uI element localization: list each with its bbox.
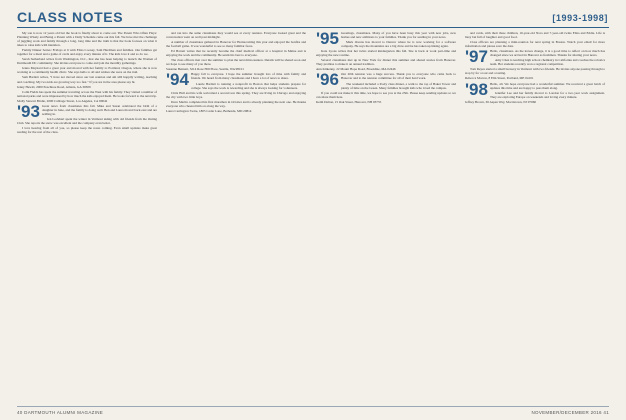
class-year-label: '95 <box>316 31 339 48</box>
class-note-paragraph: Hello, classmates. As the leaves change, it is a good time to reflect on how much has changed since we arrived in Hanover as freshmen. Thanks for sharing your news. <box>489 49 605 58</box>
correspondent-signature: Laura Carrington Swire, 1805 Cedar Lane, Bethesda, MD 20814 <box>166 108 252 113</box>
class-note-paragraph: and cards, with their three children, 16-year-old Nora and 7-year-old twins Eliza and Eddie. Life is busy but full of laughter and good food. <box>465 31 605 40</box>
class-note-paragraph: Laurie Bartlett is running a nonprofit in Boston that helps students prepare for college. She says the work is rewarding and she is always looking for volunteers. <box>190 81 306 90</box>
class-note-paragraph: Chris Hall and his wife welcomed a second son this spring. They are living in Chicago and enjoying the city with two little boys. <box>166 90 306 99</box>
class-note-paragraph: Our 20th reunion was a huge success. Thank you to everyone who came back to Hanover and to the reunion committee for all of their hard work. <box>340 72 456 81</box>
class-year-label: '97 <box>465 47 488 67</box>
correspondent-signature: Rebecca Morton, 8 Elm Street, Portland, ME 04101 <box>465 76 534 81</box>
class-note-paragraph: The weekend included a lively class dinner, a walk to the top of Baker Tower and plenty of time on the Green. Many families brought kids who loved the campus. <box>340 81 456 90</box>
class-year-label: '93 <box>17 101 40 121</box>
class-note-paragraph: Dave Martin completed his first marathon in October and is already planning the next one. He thanks everyone who cheered him on along the way. <box>166 99 306 108</box>
correspondent-signature: Jeffrey Brown, 36 Aspen Way, Morristown, NJ 07960 <box>465 99 537 104</box>
class-year-label: '94 <box>166 70 189 90</box>
correspondent-signature: Ann Kilkenny, 22 Mount Hope Road, Brookline, MA 02446 <box>316 67 396 72</box>
class-note-paragraph: Tom Reyes started a small brewery in Vermont with two friends. He invites anyone passing through to stop by for a tour and a tasting. <box>465 67 605 76</box>
class-note-paragraph: Hello, all. We hope everyone had a wonderful summer. We received a great batch of updates this time and are happy to pass them along. <box>489 81 605 90</box>
class-note-paragraph: Amy Chen is teaching high school chemistry in California and coaches the robotics team. Her students recently won a regional competition. <box>489 58 605 67</box>
class-year-label: '96 <box>316 70 339 90</box>
class-note-paragraph: Jennifer Lee and her family moved to London for a two-year work assignment. They are exploring Europe on weekends and loving every minute. <box>489 90 605 99</box>
class-note-paragraph: I love hearing from all of you, so please keep the notes coming. Even small updates make great reading for the rest of the class. <box>17 125 157 135</box>
class-note-paragraph: Family Dinner Series: Fridays at 6 with Eliza Cooney, Sam Herdman and families. Our families get together for a meal and a game of cards and enjoy every minute of it. The kids love it and so do we. <box>17 48 157 57</box>
text-column-4 <box>465 31 605 403</box>
class-note-paragraph: Several classmates met up in New York for dinner this summer and shared stories from Hanover. They promise to make it an annual tradition. <box>316 58 456 67</box>
correspondent-signature: Molly Stewart Birdie, 2000 Cabbage Street, Los Angeles, CA 90042 <box>17 98 108 103</box>
class-note-paragraph: Sarah Sutherland writes from Washington, D.C., that she has been helping to launch the Women of Dartmouth DC community. She invites everyone to come and join the monthly gatherings. <box>17 57 157 66</box>
class-note-paragraph: Class officers are planning a mini-reunion for next spring in Boston. Watch your email for more information and please save the date. <box>465 40 605 49</box>
class-note-paragraph: Greetings, classmates. Many of you have been busy this year with new jobs, new homes and new additions to your families. Thank you for sending in your news. <box>340 31 456 40</box>
class-note-paragraph: Sam Bartlett writes, "I have not moved since our last reunion and am still happily writing, teaching and coaching. My two kids are growing way too fast." If you are in the area please say hi. <box>17 75 157 84</box>
text-column-3 <box>316 31 456 403</box>
class-note-paragraph: Colin Fields has spent the summer traveling across the West with his family. They visited a number of national parks and were impressed by how much the kids enjoyed them. He looks forward to the next trip. <box>17 89 157 98</box>
correspondent-signature: Susanne Bennett, 3214 Rose Hill Place, Seattle, WA 98101 <box>166 67 244 72</box>
class-note-paragraph: A number of classmates gathered in Hanover for Homecoming this year and enjoyed the bonfire and the football game. It was wonderful to see so many familiar faces. <box>166 40 306 49</box>
class-note-paragraph: Kate Lyons writes that her twins started kindergarten this fall. She is back at work part-time and enjoying the new routine. <box>316 49 456 58</box>
class-year-label: '98 <box>465 79 488 99</box>
section-year-range: [1993-1998] <box>552 13 608 23</box>
class-note-paragraph: The class officers met over the summer to plan the next mini-reunion. Details will be shared soon and we hope to see many of you there. <box>166 58 306 67</box>
correspondent-signature: Jenny Hewitt, 2000 Peachtree Road, Atlanta, GA 30309 <box>17 84 91 89</box>
class-note-paragraph: Jenna Maynard had a great year and moved with her family to Portland, Oregon, where she is now working at a community health clinic. She says hello to all and wishes she were on the trail. <box>17 66 157 75</box>
class-note-paragraph: My son is now 12 years old but the book is finally about to come out. The Parent Who Often Plays: Planning Wisely and Being a Parent with a Daily Schedule came out this fall. We have met the challenge of juggling work and family through a long, long time and the truth is that the book focuses on what it takes to raise kids with intention. <box>17 31 157 48</box>
class-note-paragraph: and ran into the same classmates they would see at every reunion. Everyone looked great and the conversation went on well past midnight. <box>166 31 306 40</box>
header-rule <box>17 27 609 28</box>
correspondent-signature: Keith Dalton, 15 Oak Street, Hanover, NH 03755 <box>316 99 382 104</box>
text-column-1 <box>17 31 157 403</box>
footer-rule <box>17 406 609 407</box>
text-column-2 <box>166 31 306 403</box>
class-note-paragraph: If you could not make it this time, we hope to see you at the 25th. Please keep sending updates so we can share them here. <box>316 90 456 99</box>
class-note-paragraph: Happy fall to everyone. I hope the summer brought lots of time with family and friends. We heard from many classmates and I have a lot of news to share. <box>190 72 306 81</box>
footer-left-folio: 40 DARTMOUTH ALUMNI MAGAZINE <box>17 410 104 415</box>
class-note-paragraph: Jen Lockhart spent the winter in Vermont skiing with old friends from the Outing Club. She reports the snow was excellent and the company even better. <box>17 116 157 125</box>
section-title: CLASS NOTES <box>17 9 124 25</box>
class-note-paragraph: Mark Owens has moved to Denver where he is now working for a software company. He says the mountains are a big draw and he has taken up hiking again. <box>340 40 456 49</box>
class-note-paragraph: Great news from classmates this fall. Mike and Susan celebrated the birth of a daughter in June, and the family is doing well. Ben and Laura moved back east and are settling in. <box>41 103 157 116</box>
footer-right-folio: NOVEMBER/DECEMBER 2016 41 <box>531 410 609 415</box>
class-note-paragraph: Ed Barrett writes that he recently became the chief medical officer at a hospital in Maine and is enjoying the work and the community. He sends his best to everyone. <box>166 49 306 58</box>
